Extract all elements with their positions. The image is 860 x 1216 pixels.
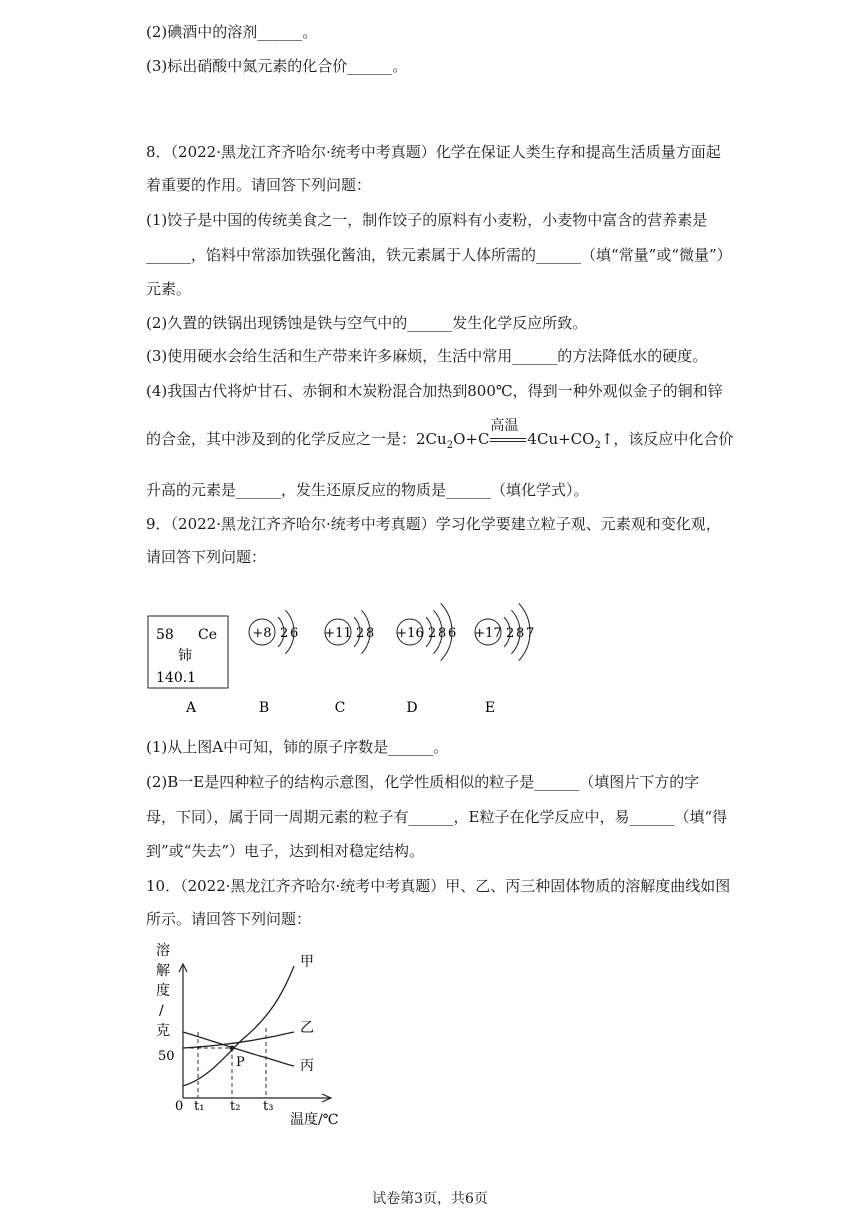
nucleus-charge: +17 bbox=[474, 626, 502, 641]
particle-label: D bbox=[406, 700, 418, 716]
ylabel-char-3: 度 bbox=[156, 983, 170, 999]
shell-electron-count: 2 bbox=[428, 626, 437, 641]
line-q7-3: (3)标出硝酸中氮元素的化合价______。 bbox=[146, 57, 408, 75]
intersection-point-p bbox=[230, 1046, 235, 1051]
question-10-stem-cont: 所示。请回答下列问题： bbox=[146, 910, 312, 928]
equation-intro: 的合金，其中涉及到的化学反应之一是： bbox=[146, 430, 417, 448]
question-9-stem-cont: 请回答下列问题： bbox=[146, 548, 267, 566]
shell-electron-count: 2 bbox=[506, 626, 515, 641]
q8-part4-line3: 升高的元素是______，发生还原反应的物质是______（填化学式）。 bbox=[146, 481, 589, 499]
x-axis-label: 温度/℃ bbox=[290, 1112, 339, 1128]
origin-label: 0 bbox=[175, 1099, 184, 1114]
q9-part2-line1: (2)B一E是四种粒子的结构示意图，化学性质相似的粒子是______（填图片下方的字 bbox=[146, 773, 700, 791]
particle-label: B bbox=[258, 700, 270, 716]
x-tick-t3: t₃ bbox=[263, 1099, 274, 1114]
particle-e bbox=[474, 603, 534, 716]
q8-part1-line2: ______，馅料中常添加铁强化酱油，铁元素属于人体所需的______（填“常量”或“微量”） bbox=[146, 246, 732, 264]
particle-d bbox=[396, 603, 456, 716]
particle-label: E bbox=[484, 700, 496, 716]
particle-c bbox=[324, 610, 374, 716]
atomic-structure-figure bbox=[146, 594, 586, 720]
shell-electron-count: 6 bbox=[448, 626, 457, 641]
shell-electron-count: 8 bbox=[516, 626, 525, 641]
atomic-number: 58 bbox=[156, 627, 174, 643]
atomic-mass: 140.1 bbox=[156, 670, 197, 686]
series-yi-line bbox=[183, 1032, 294, 1048]
solubility-chart bbox=[150, 940, 370, 1130]
question-10-stem: 10．（2022·黑龙江齐齐哈尔·统考中考真题）甲、乙、丙三种固体物质的溶解度曲线如图 bbox=[146, 877, 731, 895]
element-card-ce bbox=[148, 616, 228, 716]
question-8-stem-cont: 着重要的作用。请回答下列问题： bbox=[146, 176, 372, 194]
q8-part4-line1: (4)我国古代将炉甘石、赤铜和木炭粉混合加热到800℃，得到一种外观似金子的铜和锌 bbox=[146, 382, 723, 400]
label-a: A bbox=[186, 700, 197, 716]
y-tick-50: 50 bbox=[158, 1049, 175, 1064]
q8-part3: (3)使用硬水会给生活和生产带来许多麻烦，生活中常用______的方法降低水的硬度。 bbox=[146, 347, 708, 365]
ylabel-char-2: 解 bbox=[156, 963, 170, 979]
element-name: 铈 bbox=[178, 648, 192, 664]
ylabel-char-1: 溶 bbox=[156, 943, 170, 959]
particle-b bbox=[249, 610, 298, 716]
shell-electron-count: 2 bbox=[280, 626, 289, 641]
series-yi-label: 乙 bbox=[300, 1020, 314, 1036]
nucleus-charge: +11 bbox=[324, 626, 352, 641]
q9-part2-line3: 到”或“失去”）电子，达到相对稳定结构。 bbox=[146, 842, 425, 860]
x-tick-t1: t₁ bbox=[194, 1099, 205, 1114]
q8-part2: (2)久置的铁锅出现锈蚀是铁与空气中的______发生化学反应所致。 bbox=[146, 314, 588, 332]
shell-electron-count: 8 bbox=[438, 626, 447, 641]
ylabel-char-5: 克 bbox=[156, 1023, 170, 1039]
gas-arrow-icon: ↑ bbox=[600, 430, 614, 448]
shell-electron-count: 6 bbox=[290, 626, 299, 641]
page-footer: 试卷第3页，共6页 bbox=[372, 1191, 488, 1207]
line-q7-2: (2)碘酒中的溶剂______。 bbox=[146, 23, 318, 41]
series-bing-label: 丙 bbox=[300, 1058, 314, 1074]
shell-electron-count: 2 bbox=[356, 626, 365, 641]
question-8-stem: 8．（2022·黑龙江齐齐哈尔·统考中考真题）化学在保证人类生存和提高生活质量方面起 bbox=[146, 143, 721, 161]
question-9-stem: 9．（2022·黑龙江齐齐哈尔·统考中考真题）学习化学要建立粒子观、元素观和变化观， bbox=[146, 515, 721, 533]
q8-part1-line1: (1)饺子是中国的传统美食之一，制作饺子的原料有小麦粉，小麦物中富含的营养素是 bbox=[146, 211, 708, 229]
series-jia-label: 甲 bbox=[300, 954, 314, 970]
particle-label: C bbox=[334, 700, 346, 716]
nucleus-charge: +16 bbox=[396, 626, 424, 641]
x-tick-t2: t₂ bbox=[230, 1099, 241, 1114]
q8-part4-line2: 的合金，其中涉及到的化学反应之一是：$2Cu_2O+C$ 高温 $4Cu+CO_2↑$，该反应中化合价 bbox=[146, 418, 734, 451]
point-p-label: P bbox=[236, 1055, 245, 1070]
q9-part1: (1)从上图A中可知，铈的原子序数是______。 bbox=[146, 738, 449, 756]
ylabel-char-4: / bbox=[159, 1003, 164, 1019]
q8-part1-line3: 元素。 bbox=[146, 280, 192, 298]
shell-electron-count: 7 bbox=[526, 626, 535, 641]
q9-part2-line2: 母，下同），属于同一周期元素的粒子有______，E粒子在化学反应中，易______（填“得 bbox=[146, 808, 728, 826]
element-symbol: Ce bbox=[198, 627, 217, 643]
shell-electron-count: 8 bbox=[366, 626, 375, 641]
chemical-equation: $2Cu_2O+C$ 高温 $4Cu+CO_2↑$ bbox=[416, 418, 614, 451]
nucleus-charge: +8 bbox=[252, 626, 272, 641]
reaction-condition: 高温 bbox=[490, 418, 519, 434]
